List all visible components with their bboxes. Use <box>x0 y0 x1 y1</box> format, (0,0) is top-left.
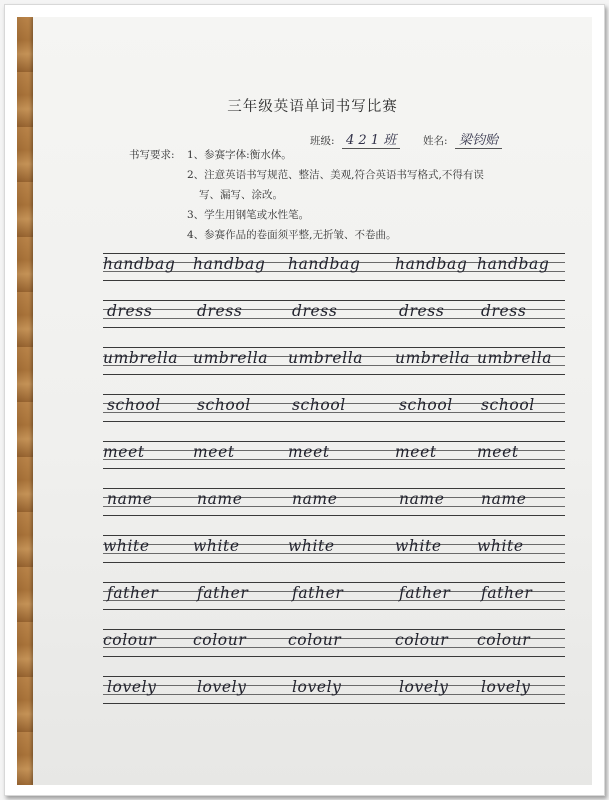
requirement-3: 3、学生用钢笔或水性笔。 <box>187 209 310 221</box>
handwritten-word: lovely <box>292 678 342 696</box>
handwritten-word: handbag <box>395 255 468 273</box>
handwritten-word: colour <box>193 631 247 649</box>
handwritten-word: dress <box>292 302 338 320</box>
handwritten-word: meet <box>103 443 145 461</box>
guide-line <box>103 468 565 469</box>
requirement-4: 4、参赛作品的卷面须平整,无折皱、不卷曲。 <box>187 229 397 241</box>
guide-line <box>103 441 565 442</box>
requirement-2: 2、注意英语书写规范、整洁、美观,符合英语书写格式,不得有误 <box>187 169 484 181</box>
handwritten-word: school <box>107 396 161 414</box>
guide-line <box>103 609 565 610</box>
writing-row-lovely <box>103 676 565 704</box>
guide-line <box>103 676 565 677</box>
handwritten-word: meet <box>288 443 330 461</box>
handwritten-word: father <box>399 584 451 602</box>
class-label: 班级: <box>310 135 335 147</box>
name-label: 姓名: <box>423 135 448 147</box>
handwritten-word: meet <box>193 443 235 461</box>
writing-row-school <box>103 394 565 422</box>
writing-row-father <box>103 582 565 610</box>
handwritten-word: dress <box>399 302 445 320</box>
handwritten-word: umbrella <box>103 349 179 367</box>
handwritten-word: umbrella <box>193 349 269 367</box>
requirement-2-cont: 写、漏写、涂改。 <box>199 189 283 201</box>
handwritten-word: dress <box>481 302 527 320</box>
handwritten-word: colour <box>395 631 449 649</box>
handwritten-word: father <box>107 584 159 602</box>
handwritten-word: lovely <box>107 678 157 696</box>
writing-row-meet <box>103 441 565 469</box>
class-value: 4 2 1 班 <box>342 129 400 149</box>
handwritten-word: name <box>399 490 445 508</box>
handwritten-word: meet <box>395 443 437 461</box>
handwritten-word: name <box>107 490 153 508</box>
handwritten-word: lovely <box>399 678 449 696</box>
handwritten-word: lovely <box>197 678 247 696</box>
guide-line <box>103 629 565 630</box>
handwritten-word: white <box>395 537 442 555</box>
handwritten-word: handbag <box>193 255 266 273</box>
handwritten-word: father <box>292 584 344 602</box>
writing-row-dress <box>103 300 565 328</box>
handwritten-word: white <box>103 537 150 555</box>
guide-line <box>103 582 565 583</box>
handwritten-word: dress <box>197 302 243 320</box>
handwritten-word: school <box>197 396 251 414</box>
requirements-label: 书写要求: <box>129 149 175 161</box>
writing-row-colour <box>103 629 565 657</box>
handwritten-word: colour <box>103 631 157 649</box>
guide-line <box>103 300 565 301</box>
handwritten-word: name <box>197 490 243 508</box>
guide-line <box>103 488 565 489</box>
handwritten-word: school <box>292 396 346 414</box>
photo-frame <box>4 4 605 796</box>
handwritten-word: lovely <box>481 678 531 696</box>
guide-line <box>103 394 565 395</box>
handwritten-word: colour <box>288 631 342 649</box>
handwritten-word: handbag <box>288 255 361 273</box>
handwritten-word: white <box>288 537 335 555</box>
guide-line <box>103 535 565 536</box>
guide-line <box>103 374 565 375</box>
handwritten-word: umbrella <box>477 349 553 367</box>
handwritten-word: dress <box>107 302 153 320</box>
handwritten-word: name <box>481 490 527 508</box>
name-value: 梁钧贻 <box>455 129 502 149</box>
handwritten-word: school <box>399 396 453 414</box>
writing-row-name <box>103 488 565 516</box>
guide-line <box>103 562 565 563</box>
guide-line <box>103 280 565 281</box>
handwritten-word: meet <box>477 443 519 461</box>
guide-line <box>103 421 565 422</box>
handwritten-word: white <box>193 537 240 555</box>
handwritten-word: handbag <box>103 255 176 273</box>
requirement-1: 1、参赛字体:衡水体。 <box>187 149 292 161</box>
handwritten-word: white <box>477 537 524 555</box>
handwritten-word: school <box>481 396 535 414</box>
guide-line <box>103 253 565 254</box>
handwritten-word: umbrella <box>288 349 364 367</box>
worksheet-title: 三年级英语单词书写比赛 <box>227 99 398 115</box>
handwritten-word: father <box>197 584 249 602</box>
writing-row-handbag <box>103 253 565 281</box>
guide-line <box>103 347 565 348</box>
handwritten-word: handbag <box>477 255 550 273</box>
handwritten-word: name <box>292 490 338 508</box>
photo <box>17 17 592 785</box>
guide-line <box>103 515 565 516</box>
handwritten-word: umbrella <box>395 349 471 367</box>
guide-line <box>103 656 565 657</box>
handwritten-word: father <box>481 584 533 602</box>
handwritten-word: colour <box>477 631 531 649</box>
guide-line <box>103 703 565 704</box>
guide-line <box>103 327 565 328</box>
writing-row-umbrella <box>103 347 565 375</box>
worksheet-paper <box>33 17 592 785</box>
writing-row-white <box>103 535 565 563</box>
